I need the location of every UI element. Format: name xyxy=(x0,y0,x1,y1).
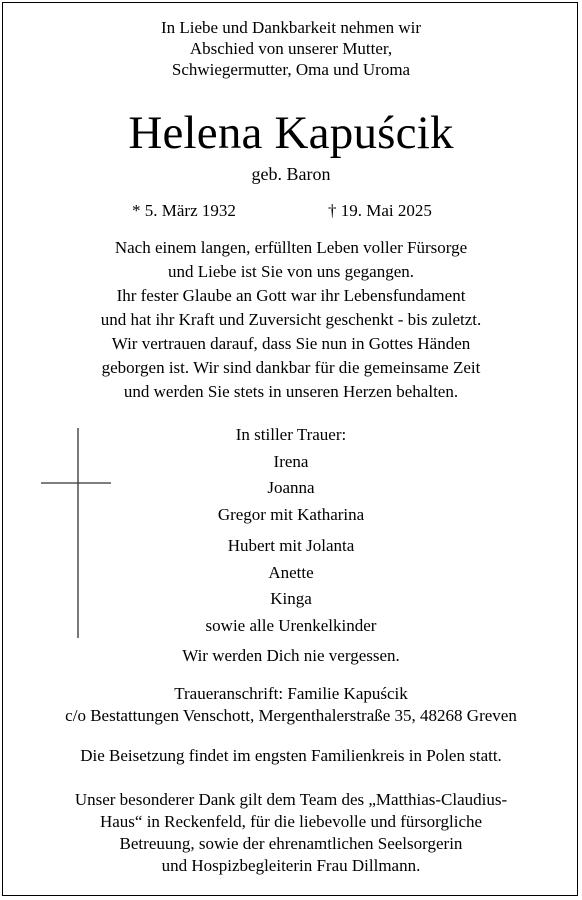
address-line: Traueranschrift: Familie Kapuścik xyxy=(174,684,408,703)
text-line: Wir vertrauen darauf, dass Sie nun in Gottes Händen xyxy=(111,334,471,353)
thanks-line: Unser besonderer Dank gilt dem Team des „Matthias-Claudius- xyxy=(74,790,508,809)
mourner-name: Hubert mit Jolanta xyxy=(227,536,355,555)
mourner-name: Joanna xyxy=(267,478,315,497)
obituary-text xyxy=(0,236,582,404)
farewell-text: Wir werden Dich nie vergessen. xyxy=(182,646,400,665)
thanks-line: Haus“ in Reckenfeld, für die liebevolle und fürsorgliche xyxy=(99,812,483,831)
intro-line: Schwiegermutter, Oma und Uroma xyxy=(171,60,411,79)
thanks-line: Betreuung, sowie der ehrenamtlichen Seelsorgerin xyxy=(119,834,463,853)
intro-text xyxy=(0,17,582,80)
death-date: † 19. Mai 2025 xyxy=(328,201,432,220)
text-line: Ihr fester Glaube an Gott war ihr Lebensfundament xyxy=(116,286,466,305)
birth-name: geb. Baron xyxy=(251,164,331,184)
intro-line: In Liebe und Dankbarkeit nehmen wir xyxy=(160,18,422,37)
deceased-name: Helena Kapuścik xyxy=(128,107,454,159)
thanks-text xyxy=(0,789,582,877)
text-line: Nach einem langen, erfüllten Leben voller Fürsorge xyxy=(114,238,468,257)
mourner-name: Kinga xyxy=(270,589,312,608)
text-line: und werden Sie stets in unseren Herzen behalten. xyxy=(123,382,459,401)
text-line: und hat ihr Kraft und Zuversicht geschenkt - bis zuletzt. xyxy=(100,310,482,329)
mourners-list xyxy=(0,422,582,639)
mourner-name: Anette xyxy=(268,562,314,582)
mourners-heading: In stiller Trauer: xyxy=(235,425,347,444)
mourner-name: sowie alle Urenkelkinder xyxy=(205,615,377,635)
mourner-name: Irena xyxy=(273,451,309,471)
thanks-line: und Hospizbegleiterin Frau Dillmann. xyxy=(161,856,421,875)
mourner-name: Gregor mit Katharina xyxy=(217,504,365,524)
text-line: und Liebe ist Sie von uns gegangen. xyxy=(168,262,414,281)
intro-line: Abschied von unserer Mutter, xyxy=(189,39,393,58)
burial-notice: Die Beisetzung findet im engsten Familienkreis in Polen statt. xyxy=(80,746,502,765)
birth-date: * 5. März 1932 xyxy=(132,201,236,220)
address-line: c/o Bestattungen Venschott, Mergenthalerstraße 35, 48268 Greven xyxy=(65,706,517,725)
mourning-address xyxy=(0,683,582,727)
text-line: geborgen ist. Wir sind dankbar für die gemeinsame Zeit xyxy=(101,358,481,377)
